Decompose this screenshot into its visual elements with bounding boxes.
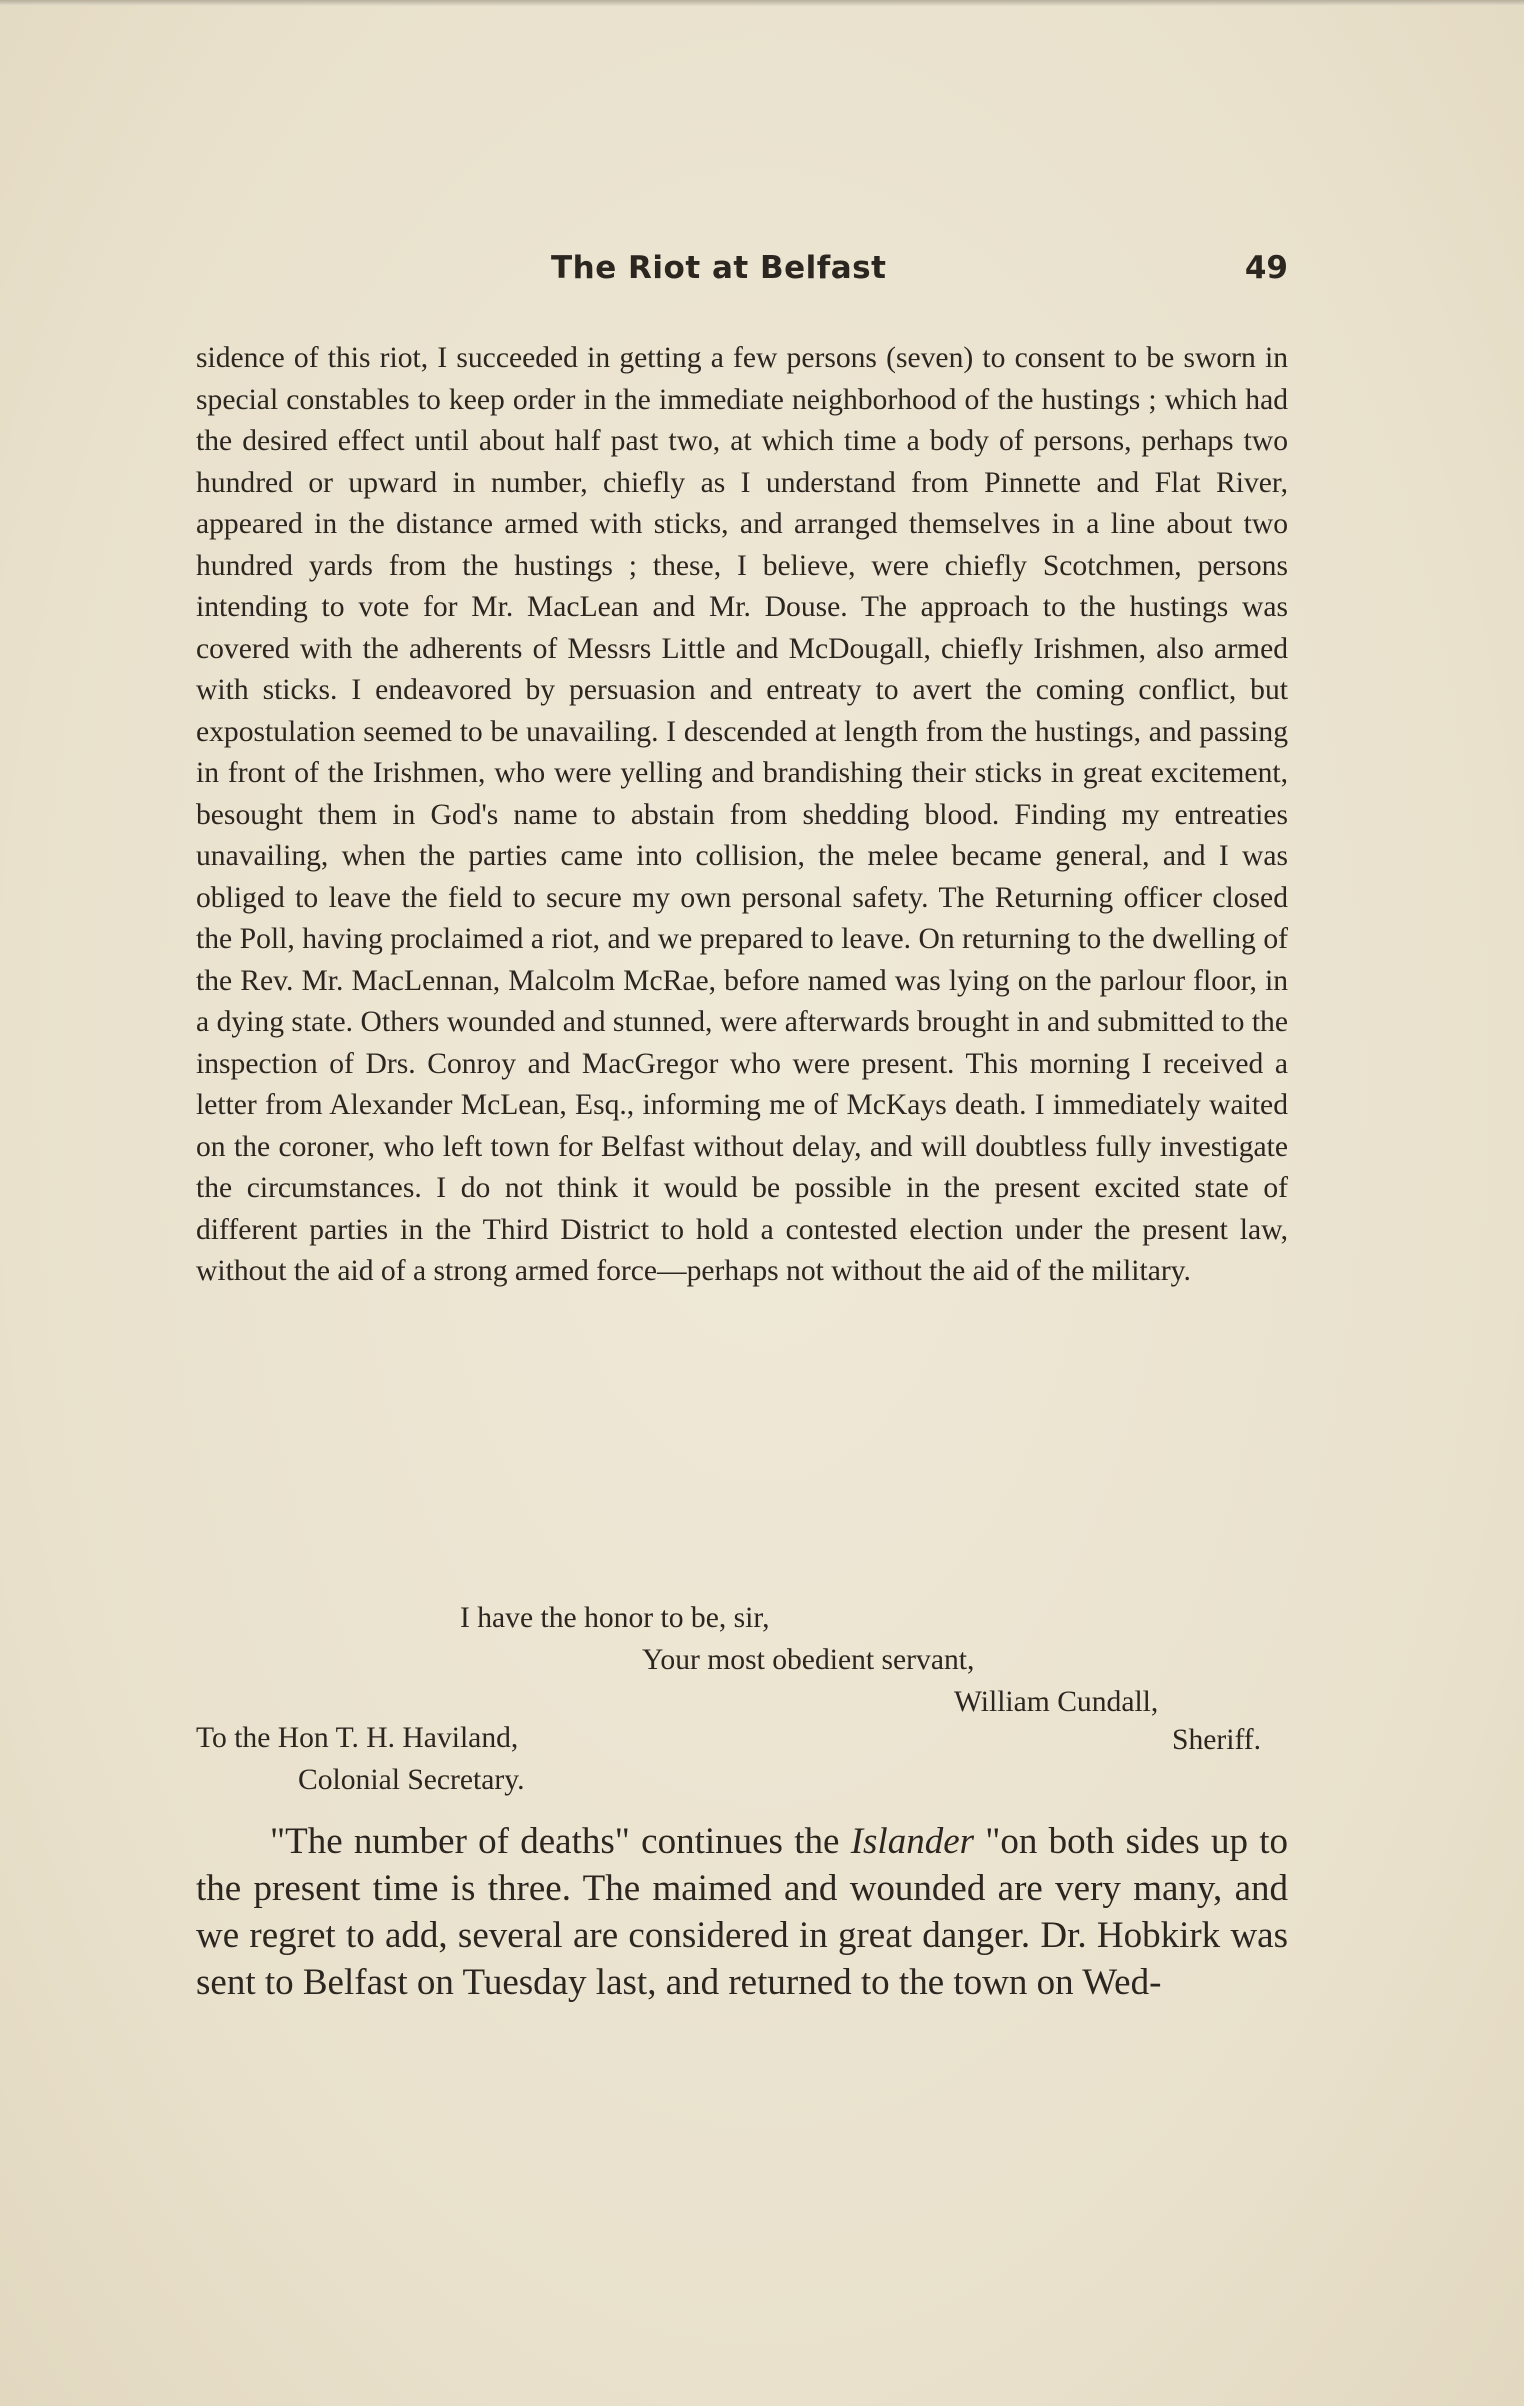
letter-body-text: sidence of this riot, I succeeded in getting a few persons (seven) to consent to be sworn in special constables to keep order in the immediate neighborhood of the hustings ; which had the desired effect until about half past two, at which time a body of persons, perhaps two hundred or upward in number, chiefly as I understand from Pinnette and Flat River, appeared in the distance armed with sticks, and arranged themselves in a line about two hundred yards from the hustings ; these, I believe, were chiefly Scotchmen, persons intending to vote for Mr. MacLean and Mr. Douse. The approach to the hustings was covered with the adherents of Messrs Little and McDougall, chiefly Irishmen, also armed with sticks. I endeavored by persuasion and entreaty to avert the coming conflict, but expostulation seemed to be unavailing. I descended at length from the hustings, and passing in front of the Irishmen, who were yelling and brandishing their sticks in great excitement, besought them in God's name to abstain from shedding blood. Finding my entreaties unavailing, when the parties came into collision, the melee became general, and I was obliged to leave the field to secure my own personal safety. The Returning officer closed the Poll, having proclaimed a riot, and we prepared to leave. On returning to the dwelling of the Rev. Mr. MacLennan, Malcolm McRae, before named was lying on the parlour floor, in a dying state. Others wounded and stunned, were afterwards brought in and submitted to the inspection of Drs. Conroy and MacGregor who were present. This morning I received a letter from Alexander McLean, Esq., informing me of McKays death. I immediately waited on the coroner, who left town for Belfast without delay, and will doubtless fully investigate the circumstances. I do not think it would be possible in the present excited state of different parties in the Third District to hold a contested election under the present law, without the aid of a strong armed force—perhaps not without the aid of the military. [196, 342, 1288, 1287]
recipient-title: Colonial Secretary. [298, 1764, 525, 1796]
continuation-text-start: "The number of deaths" continues the [270, 1821, 851, 1862]
running-title: The Riot at Belfast [551, 250, 887, 286]
page-number: 49 [1244, 250, 1288, 286]
page-top-edge [0, 0, 1524, 6]
continuation-paragraph [196, 1818, 1288, 2006]
signature-name: William Cundall, [954, 1686, 1159, 1718]
page-header [196, 250, 1288, 300]
closing-salutation: I have the honor to be, sir, [460, 1602, 770, 1634]
recipient-name: To the Hon T. H. Haviland, [196, 1722, 519, 1754]
closing-servant: Your most obedient servant, [642, 1644, 975, 1676]
signature-title: Sheriff. [1172, 1724, 1262, 1756]
newspaper-name: Islander [850, 1821, 975, 1862]
continuation-text-rest: "on both sides up to the present time is three. The maimed and wounded are very many, and we regret to add, several are considered in great danger. Dr. Hobkirk was sent to Belfast on Tuesday last, and returned to the town on Wed- [196, 1821, 1288, 2003]
